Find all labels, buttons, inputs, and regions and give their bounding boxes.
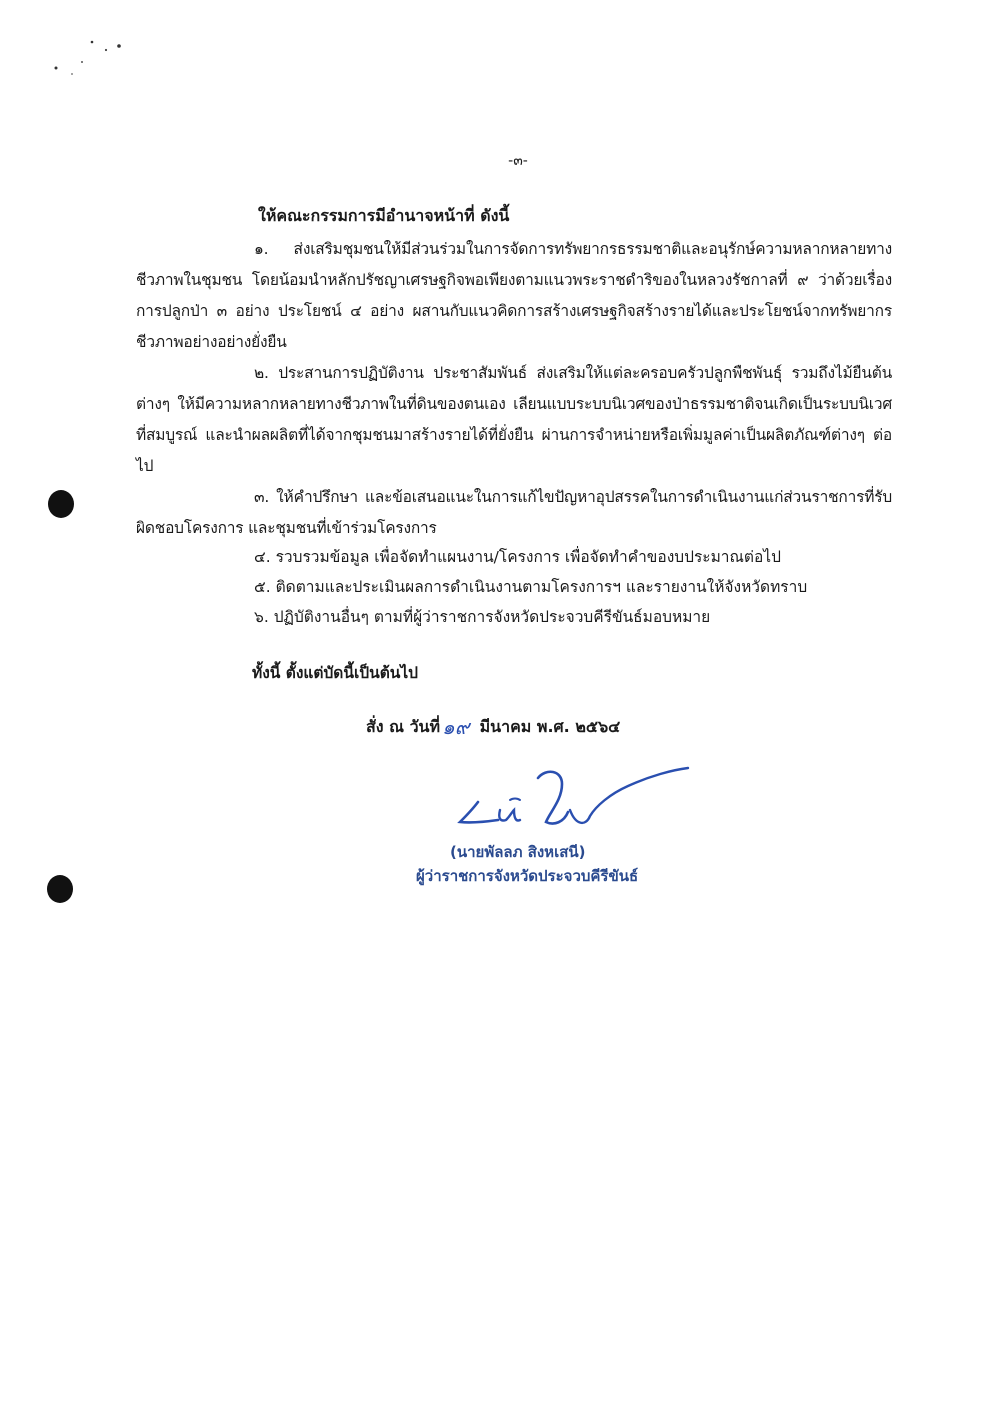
duty-item-1: ๑. ส่งเสริมชุมชนให้มีส่วนร่วมในการจัดการทรัพยากรธรรมชาติและอนุรักษ์ความหลากหลายทางชีวภาพในชุมชน โดยน้อมนำหลักปรัชญาเศรษฐกิจพอเพียงตามแนวพระราชดำริของในหลวงรัชกาลที่ ๙ ว่าด้วยเรื่องการปลูกป่า ๓ อย่าง ประโยชน์ ๔ อย่าง ผสานกับแนวคิดการสร้างเศรษฐกิจสร้างรายได้และประโยชน์จากทรัพยากรชีวภาพอย่างอย่างยั่งยืน <box>136 240 892 351</box>
order-date-suffix: มีนาคม พ.ศ. ๒๕๖๔ <box>479 717 621 736</box>
order-date <box>366 715 620 740</box>
duty-item-5: ๕. ติดตามและประเมินผลการดำเนินงานตามโครงการฯ และรายงานให้จังหวัดทราบ <box>254 578 808 596</box>
page-number: -๓- <box>508 153 528 169</box>
duties-heading: ให้คณะกรรมการมีอำนาจหน้าที่ ดังนี้ <box>258 206 510 225</box>
signer-title: ผู้ว่าราชการจังหวัดประจวบคีรีขันธ์ <box>416 867 639 885</box>
punch-hole <box>48 490 74 518</box>
duty-item-2: ๒. ประสานการปฏิบัติงาน ประชาสัมพันธ์ ส่งเสริมให้แต่ละครอบครัวปลูกพืชพันธุ์ รวมถึงไม้ยืนต้นต่างๆ ให้มีความหลากหลายทางชีวภาพในที่ดินของตนเอง เลียนแบบระบบนิเวศของป่าธรรมชาติจนเกิดเป็นระบบนิเวศที่สมบูรณ์ และนำผลผลิตที่ได้จากชุมชนมาสร้างรายได้ที่ยั่งยืน ผ่านการจำหน่ายหรือเพิ่มมูลค่าเป็นผลิตภัณฑ์ต่างๆ ต่อไป <box>136 364 892 475</box>
order-date-day-handwritten: ๑๙ <box>442 714 470 739</box>
scan-specks <box>48 36 128 76</box>
punch-hole <box>47 875 73 903</box>
order-date-prefix: สั่ง ณ วันที่ <box>366 717 441 736</box>
signer-name: (นายพัลลภ สิงหเสนี) <box>450 843 586 861</box>
duty-item-3: ๓. ให้คำปรึกษา และข้อเสนอแนะในการแก้ไขปัญหาอุปสรรคในการดำเนินงานแก่ส่วนราชการที่รับผิดชอบโครงการ และชุมชนที่เข้าร่วมโครงการ <box>136 488 892 537</box>
duty-item-4: ๔. รวบรวมข้อมูล เพื่อจัดทำแผนงาน/โครงการ เพื่อจัดทำคำของบประมาณต่อไป <box>254 548 781 566</box>
duty-item-6: ๖. ปฏิบัติงานอื่นๆ ตามที่ผู้ว่าราชการจังหวัดประจวบคีรีขันธ์มอบหมาย <box>254 608 711 626</box>
effective-statement: ทั้งนี้ ตั้งแต่บัดนี้เป็นต้นไป <box>252 664 418 682</box>
handwritten-signature <box>450 760 700 850</box>
